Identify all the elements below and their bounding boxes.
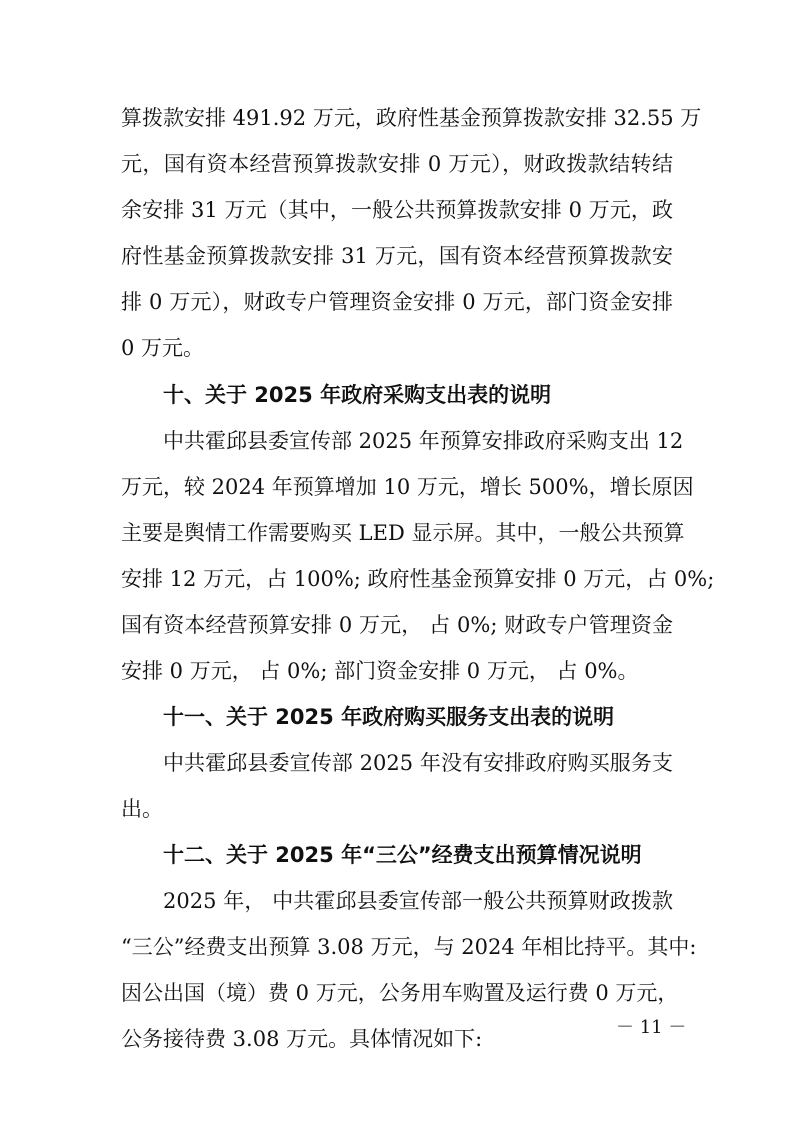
body-line: 算拨款安排 491.92 万元，政府性基金预算拨款安排 32.55 万: [121, 106, 702, 130]
body-line: 元，国有资本经营预算拨款安排 0 万元），财政拨款结转结: [121, 152, 673, 176]
body-line: 出。: [121, 797, 163, 821]
section-heading-12: 十二、关于 2025 年“三公”经费支出预算情况说明: [163, 843, 642, 867]
body-line: 中共霍邱县委宣传部 2025 年没有安排政府购买服务支: [163, 751, 673, 775]
body-line: 0 万元。: [121, 336, 205, 360]
body-line: 2025 年， 中共霍邱县委宣传部一般公共预算财政拨款: [163, 889, 673, 913]
body-line: 主要是舆情工作需要购买 LED 显示屏。其中，一般公共预算: [121, 521, 685, 545]
body-line: “三公”经费支出预算 3.08 万元，与 2024 年相比持平。其中:: [121, 935, 697, 959]
page-number: － 11 －: [616, 1017, 687, 1038]
section-heading-11: 十一、关于 2025 年政府购买服务支出表的说明: [163, 705, 615, 729]
body-line: 余安排 31 万元（其中，一般公共预算拨款安排 0 万元，政: [121, 198, 673, 222]
body-line: 因公出国（境）费 0 万元，公务用车购置及运行费 0 万元，: [121, 981, 679, 1005]
body-line: 公务接待费 3.08 万元。具体情况如下:: [121, 1027, 483, 1051]
body-line: 安排 12 万元，占 100%; 政府性基金预算安排 0 万元，占 0%;: [121, 567, 715, 591]
section-heading-10: 十、关于 2025 年政府采购支出表的说明: [163, 383, 552, 407]
body-line: 中共霍邱县委宣传部 2025 年预算安排政府采购支出 12: [163, 429, 684, 453]
body-line: 国有资本经营预算安排 0 万元， 占 0%; 财政专户管理资金: [121, 613, 673, 637]
body-line: 排 0 万元），财政专户管理资金安排 0 万元，部门资金安排: [121, 290, 673, 314]
body-line: 万元，较 2024 年预算增加 10 万元，增长 500%，增长原因: [121, 475, 694, 499]
body-line: 安排 0 万元， 占 0%; 部门资金安排 0 万元， 占 0%。: [121, 659, 639, 683]
body-line: 府性基金预算拨款安排 31 万元，国有资本经营预算拨款安: [121, 244, 673, 268]
